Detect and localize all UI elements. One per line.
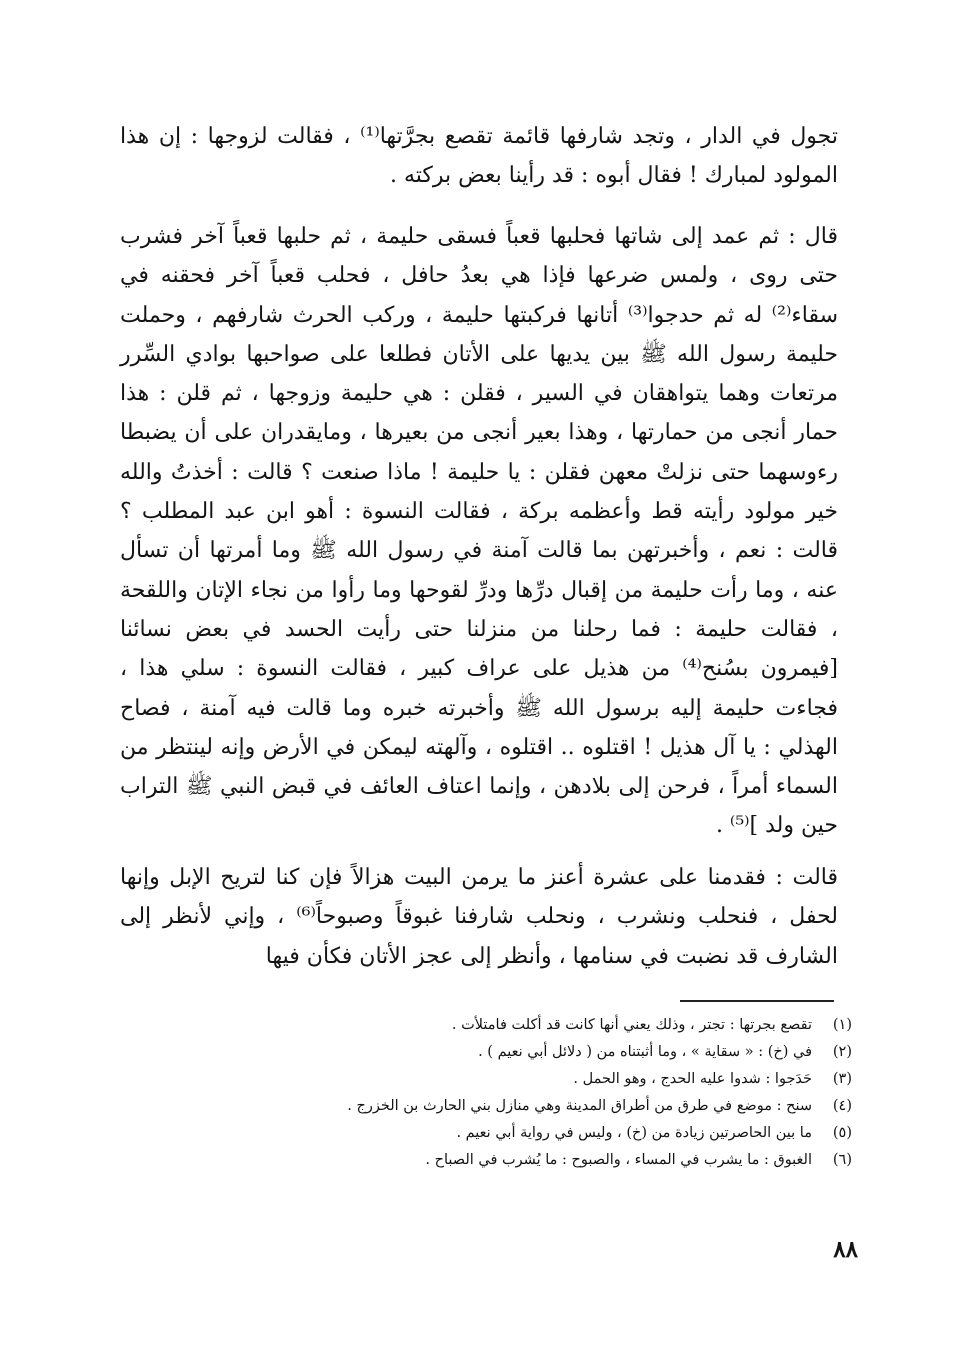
footnote-number: (٣) [832, 1071, 852, 1087]
footnote-item [200, 1093, 852, 1120]
footnotes-list [200, 1012, 852, 1174]
footnote-text: سنح : موضع في طرق من أطراق المدينة وهي منازل بني الحارث بن الخزرج . [347, 1098, 812, 1114]
paragraph-halima-story: قال : ثم عمد إلى شاتها فحلبها قعباً فسقى حليمة ، ثم حلبها قعباً آخر فشرب حتى روى ، ولمس ضرعها فإذا هي بعدُ حافل ، فحلب قعباً آخر فحقنه في سقاء⁽²⁾ له ثم حدجوا⁽³⁾ أتانها فركبتها حليمة ، وركب الحرث شارفهم ، وحملت حليمة رسول الله ﷺ بين يديها على الأتان فطلعا على صواحبها بوادي السِّرر مرتعات وهما يتواهقان في السير ، فقلن : هي حليمة وزوجها ، ثم قلن : هذا حمار أنجى من حمارتها ، وهذا بعير أنجى من بعيرها ، ومايقدران على أن يضبطا رءوسهما حتى نزلتْ معهن فقلن : يا حليمة ! ماذا صنعت ؟ قالت : أخذتُ والله خير مولود رأيته قط وأعظمه بركة ، فقالت النسوة : أهو ابن عبد المطلب ؟ قالت : نعم ، وأخبرتهن بما قالت آمنة في رسول الله ﷺ وما أمرتها أن تسأل عنه ، وما رأت حليمة من إقبال درِّها ودرِّ لقوحها وما رأوا من نجاء الإتان واللقحة ، فقالت حليمة : فما رحلنا من منزلنا حتى رأيت الحسد في بعض نسائنا [فيمرون بسُنح⁽⁴⁾ من هذيل على عراف كبير ، فقالت النسوة : سلي هذا ، فجاءت حليمة إليه برسول الله ﷺ وأخبرته خبره وما قالت فيه آمنة ، فصاح الهذلي : يا آل هذيل ! اقتلوه .. اقتلوه ، وآلهته ليمكن في الأرض وإنه لينتظر من السماء أمراً ، فرحن إلى بلادهن ، وإنما اعتاف العائف في قبض النبي ﷺ التراب حين ولد ]⁽⁵⁾ . [120, 224, 839, 839]
footnote-item [200, 1012, 852, 1039]
footnote-number: (٦) [832, 1152, 852, 1168]
paragraph-return-home: قالت : فقدمنا على عشرة أعنز ما يرمن البيت هزالاً فإن كنا لتريح الإبل وإنها لحفل ، فنحلب ونشرب ، ونحلب شارفنا غبوقاً وصبوحاً⁽⁶⁾ ، وإني لأنظر إلى الشارف قد نضبت في سنامها ، وأنظر إلى عجز الأتان فكأن فيها [120, 865, 838, 969]
footnote-text: ما بين الحاصرتين زيادة من (خ) ، وليس في رواية أبي نعيم . [456, 1125, 812, 1141]
paragraph-opening: تجول في الدار ، وتجد شارفها قائمة تقصع بجرَّتها⁽¹⁾ ، فقالت لزوجها : إن هذا المولود لمبارك ! فقال أبوه : قد رأينا بعض بركته . [120, 124, 839, 189]
footnote-text: الغبوق : ما يشرب في المساء ، والصبوح : ما يُشرب في الصباح . [425, 1152, 812, 1168]
footnote-item [200, 1066, 852, 1093]
footnote-item [200, 1120, 852, 1147]
footnote-item [200, 1039, 852, 1066]
footnote-number: (٢) [832, 1044, 852, 1060]
footnote-number: (٥) [832, 1125, 852, 1141]
footnote-text: حَدَجوا : شدوا عليه الحدج ، وهو الحمل . [573, 1071, 812, 1087]
footnote-item [200, 1147, 852, 1174]
footnote-text: تقصع بجرتها : تجتر ، وذلك يعني أنها كانت قد أكلت فامتلأت . [451, 1017, 812, 1033]
footnote-separator [680, 1000, 834, 1002]
footnote-number: (١) [832, 1017, 852, 1033]
footnote-text: في (خ) : « سقاية » ، وما أثبتناه من ( دلائل أبي نعيم ) . [478, 1044, 812, 1060]
footnote-number: (٤) [832, 1098, 852, 1114]
page-number: ٨٨ [833, 1236, 858, 1263]
